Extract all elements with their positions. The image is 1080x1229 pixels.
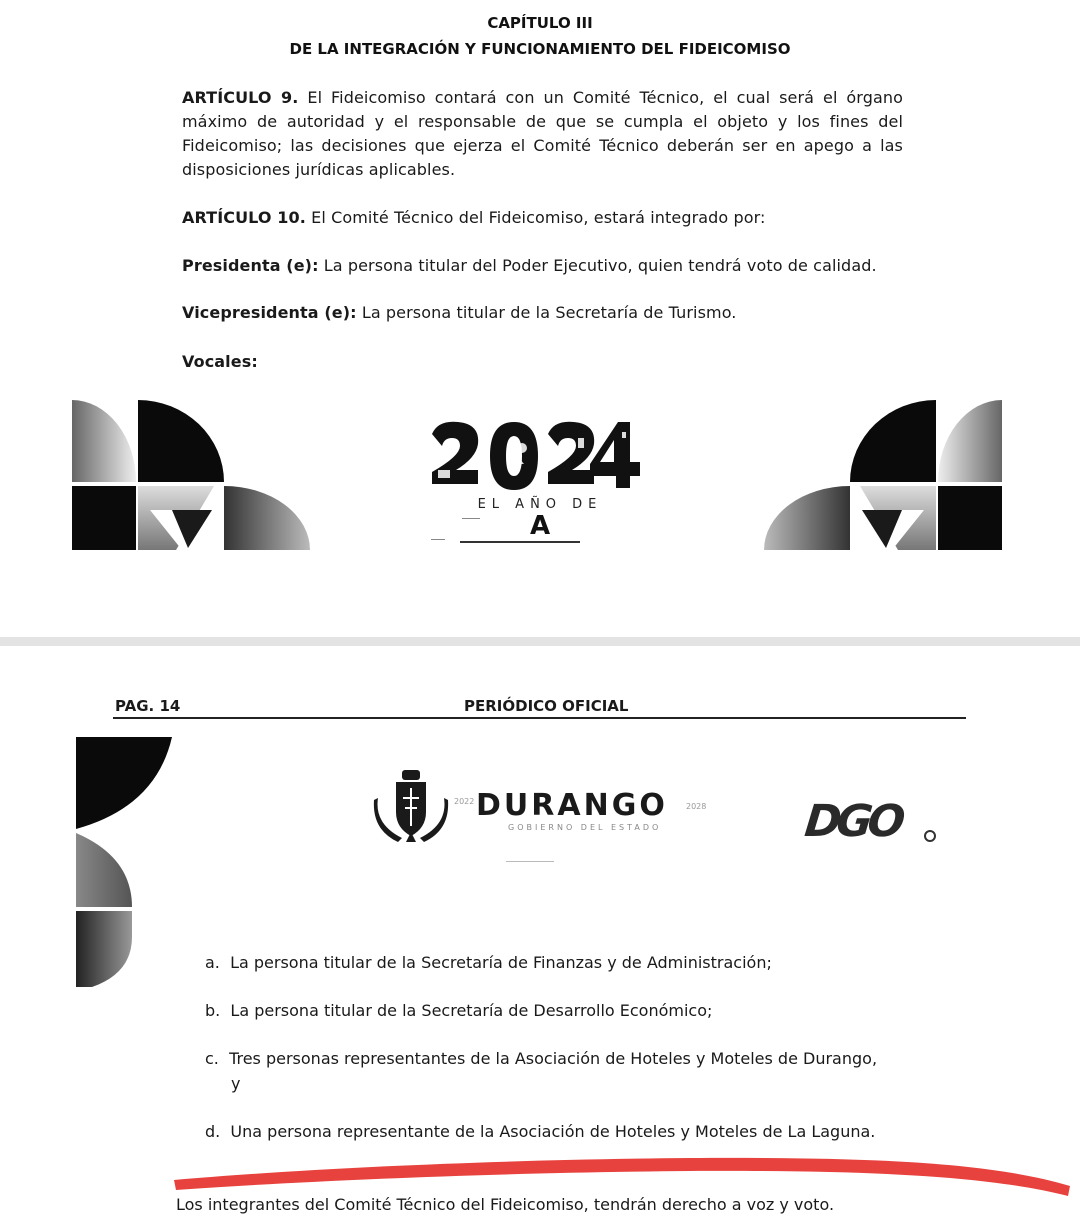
vicepresidenta-line [182,301,737,325]
article-10-label: ARTÍCULO 10. [182,208,306,227]
list-letter: a. [205,953,220,972]
emblem-dash-left [431,539,445,540]
list-text: Tres personas representantes de la Asociación de Hoteles y Moteles de Durango, [229,1049,878,1068]
emblem-subtitle: EL AÑO DE [477,497,603,512]
list-item-continuation: y [231,1074,241,1093]
list-text: Una persona representante de la Asociación de Hoteles y Moteles de La Laguna. [230,1122,876,1141]
emblem-dash-top [462,518,480,519]
list-item [205,1120,875,1144]
article-10 [182,206,766,230]
presidenta-line [182,254,877,278]
list-letter: b. [205,1001,221,1020]
logo-year-right: 2028 [686,802,707,811]
emblem-underline [460,541,580,543]
header-rule [113,717,966,719]
list-item [205,951,772,975]
closing-statement: Los integrantes del Comité Técnico del Fideicomiso, tendrán derecho a voz y voto. [176,1195,835,1214]
article-9-line-1: El Fideicomiso contará con un Comité Técnico, el cual será el órgano [307,88,903,107]
article-9 [182,86,903,182]
presidenta-text: La persona titular del Poder Ejecutivo, quien tendrá voto de calidad. [323,256,877,275]
coat-of-arms-icon [372,768,450,846]
list-item [205,1047,877,1071]
list-text: La persona titular de la Secretaría de Desarrollo Económico; [230,1001,713,1020]
year-emblem-logo [428,418,648,498]
article-10-text: El Comité Técnico del Fideicomiso, estará integrado por: [311,208,766,227]
side-geometric-decoration [76,737,176,989]
article-9-line-3: Fideicomiso; las decisiones que ejerza el Comité Técnico deberán ser en apego a las [182,136,903,155]
presidenta-label: Presidenta (e): [182,256,319,275]
chapter-number: CAPÍTULO III [487,14,593,32]
logo-year-left: 2022 [454,797,475,806]
right-geometric-decoration [762,398,1002,553]
article-9-line-2: máximo de autoridad y el responsable de que se cumpla el objeto y los fines del [182,112,903,131]
page-number: PAG. 14 [115,697,181,715]
emblem-letter: A [529,511,551,541]
publication-name: PERIÓDICO OFICIAL [464,697,629,715]
list-letter: c. [205,1049,219,1068]
durango-subtitle: GOBIERNO DEL ESTADO [508,823,662,832]
list-letter: d. [205,1122,221,1141]
dgo-dot [924,830,936,842]
vicepresidenta-label: Vicepresidenta (e): [182,303,357,322]
list-text: La persona titular de la Secretaría de Finanzas y de Administración; [230,953,772,972]
vocales-label: Vocales: [182,352,258,371]
article-9-label: ARTÍCULO 9. [182,88,299,107]
article-9-line-4: disposiciones jurídicas aplicables. [182,160,456,179]
durango-wordmark: DURANGO [476,788,668,823]
dgo-logo: DGO [802,796,903,847]
page-separator [0,637,1080,646]
chapter-title: DE LA INTEGRACIÓN Y FUNCIONAMIENTO DEL FIDEICOMISO [289,40,791,58]
logo-rule [506,861,554,862]
vicepresidenta-text: La persona titular de la Secretaría de Turismo. [361,303,737,322]
list-item [205,999,712,1023]
left-geometric-decoration [72,398,312,553]
